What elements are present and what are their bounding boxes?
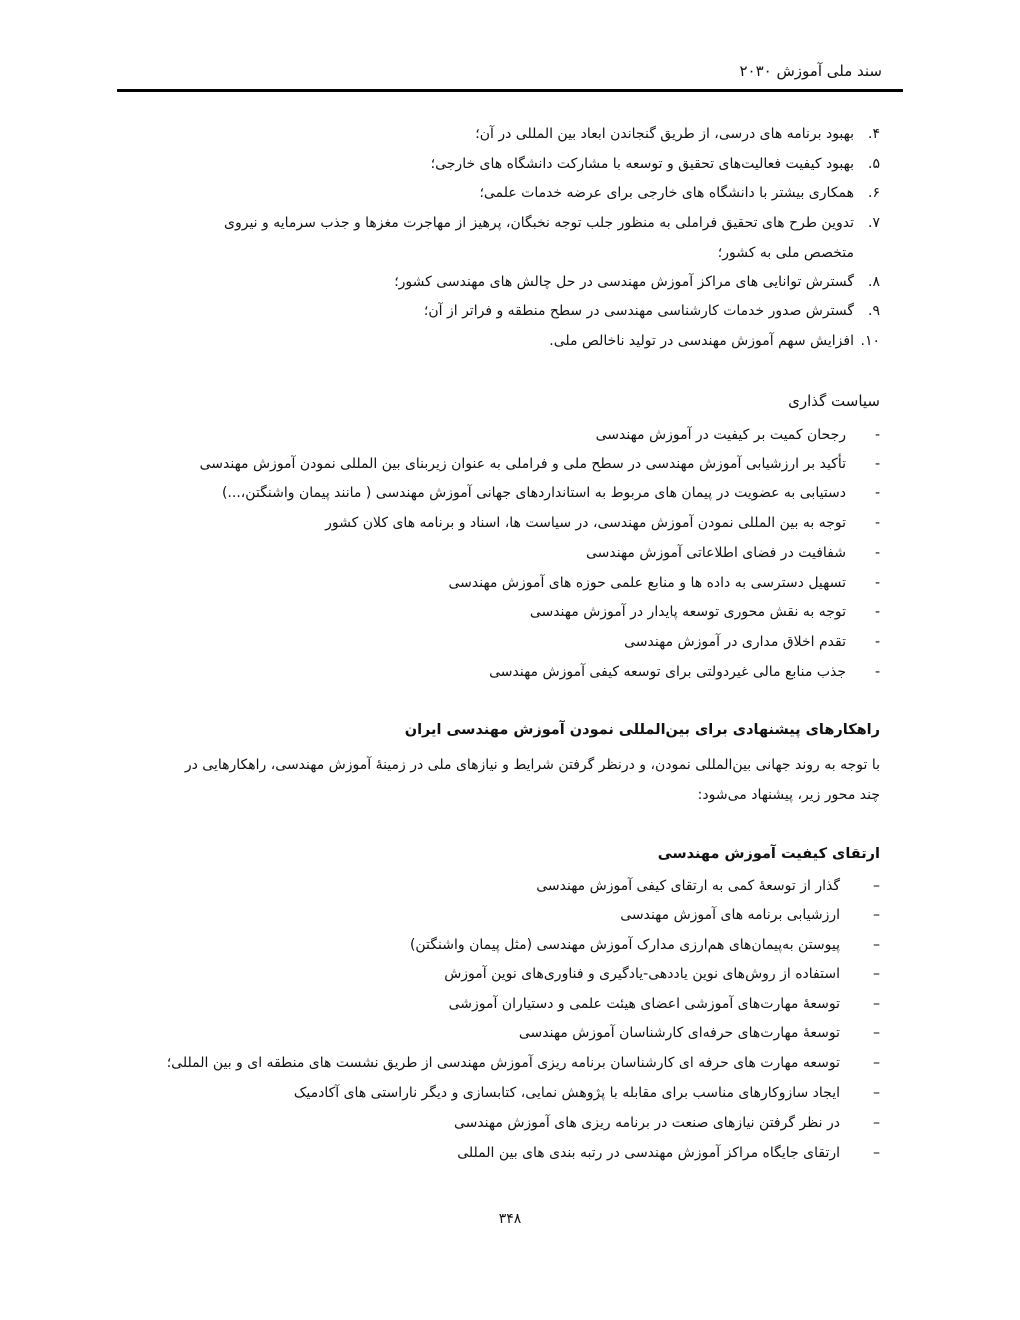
list-item-text: توسعهٔ مهارت‌های آموزشی اعضای هیئت علمی و دستیاران آموزشی xyxy=(448,996,840,1012)
list-item-text: جذب منابع مالی غیردولتی برای توسعه کیفی آموزش مهندسی xyxy=(489,664,846,680)
list-item xyxy=(120,513,880,533)
list-item-text: در نظر گرفتن نیازهای صنعت در برنامه ریزی های آموزش مهندسی xyxy=(453,1115,840,1131)
section-heading-strategies: راهکارهای پیشنهادی برای بین‌المللی نمودن آموزش مهندسی ایران xyxy=(404,722,880,738)
list-item xyxy=(120,183,880,203)
list-item-text: ارتقای جایگاه مراکز آموزش مهندسی در رتبه بندی های بین المللی xyxy=(457,1145,840,1161)
list-item-text: توسعهٔ مهارت‌های حرفه‌ای کارشناسان آموزش مهندسی xyxy=(518,1025,840,1041)
list-item xyxy=(120,213,880,233)
section-heading-policy: سیاست گذاری xyxy=(788,392,880,410)
list-item-text: تسهیل دسترسی به داده ها و منابع علمی حوزه های آموزش مهندسی xyxy=(448,575,846,591)
running-header-title: سند ملی آموزش ۲۰۳۰ xyxy=(739,62,882,80)
bullet-dash: – xyxy=(873,907,880,923)
section-heading-quality: ارتقای کیفیت آموزش مهندسی xyxy=(657,846,880,862)
list-item xyxy=(120,1083,880,1103)
list-item xyxy=(120,1053,880,1073)
bullet-dash: - xyxy=(874,545,880,561)
list-item xyxy=(120,935,880,955)
bullet-dash: - xyxy=(874,427,880,443)
list-item xyxy=(120,124,880,144)
bullet-dash: - xyxy=(874,456,880,472)
list-number: ۵. xyxy=(868,156,880,172)
intro-paragraph-line: با توجه به روند جهانی بین‌المللی نمودن، و درنظر گرفتن شرایط و نیازهای ملی در زمینهٔ آموزش مهندسی، راهکارهایی در xyxy=(184,757,880,773)
list-item-text: توجه به بین المللی نمودن آموزش مهندسی، در سیاست ها، اسناد و برنامه های کلان کشور xyxy=(325,515,846,531)
bullet-dash: - xyxy=(874,664,880,680)
list-number: ۴. xyxy=(868,126,880,142)
bullet-dash: – xyxy=(873,1145,880,1161)
list-item-text: تدوین طرح های تحقیق فراملی به منظور جلب توجه نخبگان، پرهیز از مهاجرت مغزها و جذب سرمایه و نیروی xyxy=(224,215,854,231)
list-item-text: تقدم اخلاق مداری در آموزش مهندسی xyxy=(624,634,846,650)
list-item xyxy=(120,662,880,682)
list-number: ۸. xyxy=(868,274,880,290)
list-item-text: افزایش سهم آموزش مهندسی در تولید ناخالص ملی. xyxy=(549,333,854,349)
intro-paragraph-line: چند محور زیر، پیشنهاد می‌شود: xyxy=(697,787,880,803)
list-item-text: ایجاد سازوکارهای مناسب برای مقابله با پژوهش نمایی، کتابسازی و دیگر ناراستی های آکادمیک xyxy=(293,1085,840,1101)
bullet-dash: - xyxy=(874,575,880,591)
bullet-dash: – xyxy=(873,1025,880,1041)
list-number: ۱۰. xyxy=(860,333,880,349)
page-number: ۳۴۸ xyxy=(498,1211,522,1227)
list-item-text: دستیابی به عضویت در پیمان های مربوط به استانداردهای جهانی آموزش مهندسی ( مانند پیمان واشنگتن،...) xyxy=(221,485,846,501)
list-item xyxy=(120,454,880,474)
list-item-text: گسترش توانایی های مراکز آموزش مهندسی در حل چالش های مهندسی کشور؛ xyxy=(394,274,854,290)
list-number: ۹. xyxy=(868,303,880,319)
list-item-text: توجه به نقش محوری توسعه پایدار در آموزش مهندسی xyxy=(529,604,846,620)
header-divider xyxy=(117,89,903,92)
list-item xyxy=(120,876,880,896)
list-item-text: ارزشیابی برنامه های آموزش مهندسی xyxy=(620,907,840,923)
list-item xyxy=(120,632,880,652)
bullet-dash: – xyxy=(873,937,880,953)
list-item xyxy=(120,573,880,593)
list-item-text: استفاده از روش‌های نوین یاددهی-یادگیری و فناوری‌های نوین آموزش xyxy=(444,966,840,982)
list-number: ۶. xyxy=(868,185,880,201)
list-item xyxy=(120,994,880,1014)
list-item xyxy=(120,272,880,292)
list-item xyxy=(120,905,880,925)
list-item-text: بهبود برنامه های درسی، از طریق گنجاندن ابعاد بین المللی در آن؛ xyxy=(475,126,854,142)
list-item xyxy=(120,301,880,321)
list-item-text: رجحان کمیت بر کیفیت در آموزش مهندسی xyxy=(595,427,846,443)
list-item xyxy=(120,1143,880,1163)
list-item xyxy=(120,1023,880,1043)
bullet-dash: – xyxy=(873,966,880,982)
bullet-dash: - xyxy=(874,515,880,531)
bullet-dash: - xyxy=(874,634,880,650)
bullet-dash: – xyxy=(873,1115,880,1131)
list-item xyxy=(120,154,880,174)
bullet-dash: – xyxy=(873,996,880,1012)
list-item-text: گسترش صدور خدمات کارشناسی مهندسی در سطح منطقه و فراتر از آن؛ xyxy=(423,303,854,319)
bullet-dash: – xyxy=(873,878,880,894)
list-item xyxy=(120,543,880,563)
list-item xyxy=(120,1113,880,1133)
list-number: ۷. xyxy=(868,215,880,231)
list-item xyxy=(120,602,880,622)
list-item-text: گذار از توسعهٔ کمی به ارتقای کیفی آموزش مهندسی xyxy=(536,878,840,894)
list-item-text: همکاری بیشتر با دانشگاه های خارجی برای عرضه خدمات علمی؛ xyxy=(479,185,854,201)
list-item-text: شفافیت در فضای اطلاعاتی آموزش مهندسی xyxy=(585,545,846,561)
bullet-dash: - xyxy=(874,604,880,620)
list-item xyxy=(120,425,880,445)
list-item xyxy=(120,964,880,984)
bullet-dash: – xyxy=(873,1055,880,1071)
list-item xyxy=(120,483,880,503)
list-item-continuation: متخصص ملی به کشور؛ xyxy=(717,245,854,261)
list-item-text: بهبود کیفیت فعالیت‌های تحقیق و توسعه با مشارکت دانشگاه های خارجی؛ xyxy=(430,156,854,172)
list-item-text: پیوستن به‌پیمان‌های هم‌ارزی مدارک آموزش مهندسی (مثل پیمان واشنگتن) xyxy=(409,937,840,953)
bullet-dash: – xyxy=(873,1085,880,1101)
list-item-text: تأکید بر ارزشیابی آموزش مهندسی در سطح ملی و فراملی به عنوان زیربنای بین المللی نمودن آموزش مهندسی xyxy=(199,456,846,472)
list-item-text: توسعه مهارت های حرفه ای کارشناسان برنامه ریزی آموزش مهندسی از طریق نشست های منطقه ای و بین المللی؛ xyxy=(166,1055,840,1071)
bullet-dash: - xyxy=(874,485,880,501)
list-item xyxy=(120,331,880,351)
